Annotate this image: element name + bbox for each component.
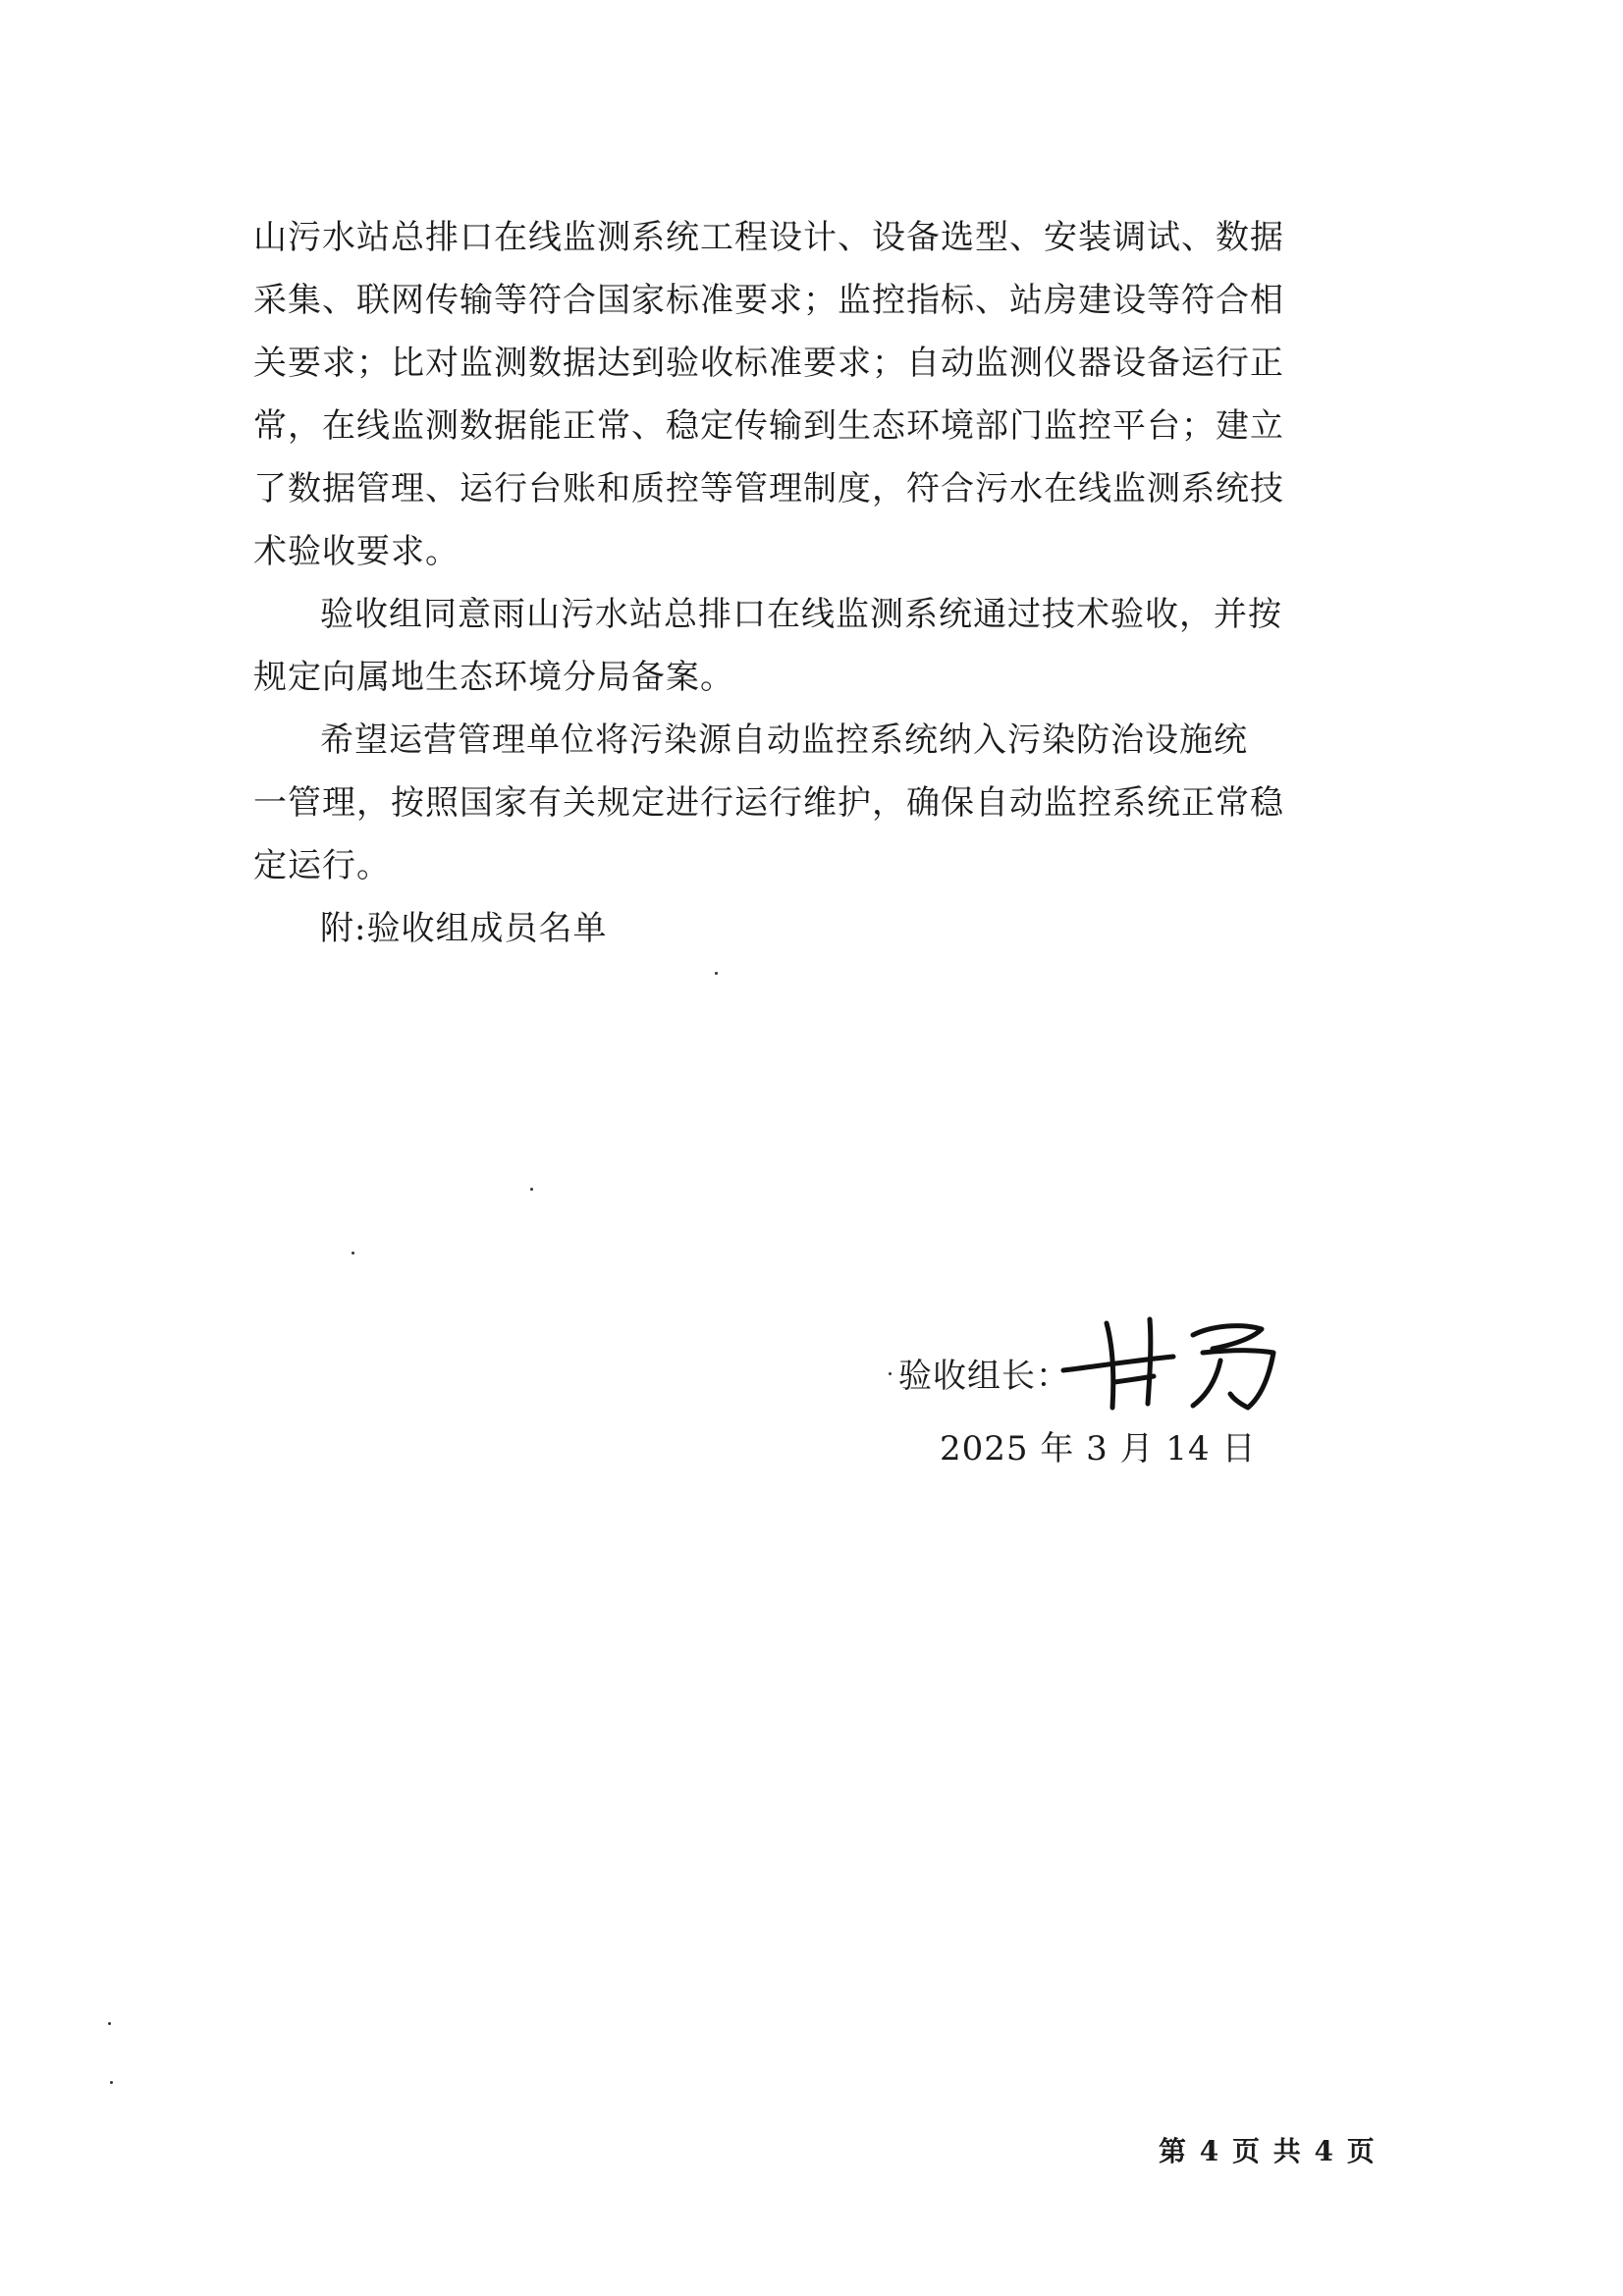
paragraph-approval bbox=[253, 583, 1384, 709]
text-line: 常，在线监测数据能正常、稳定传输到生态环境部门监控平台；建立 bbox=[253, 406, 1284, 446]
scan-speck bbox=[110, 2081, 113, 2084]
scan-speck bbox=[715, 972, 718, 975]
text-line: 希望运营管理单位将污染源自动监控系统纳入污染防治设施统 bbox=[320, 721, 1248, 760]
text-line: 验收组同意雨山污水站总排口在线监测系统通过技术验收，并按 bbox=[320, 595, 1282, 634]
text-line: 规定向属地生态环境分局备案。 bbox=[253, 658, 734, 697]
signature-block bbox=[879, 1306, 1389, 1482]
text-line: 采集、联网传输等符合国家标准要求；监控指标、站房建设等符合相 bbox=[253, 281, 1284, 320]
text-line: 山污水站总排口在线监测系统工程设计、设备选型、安装调试、数据 bbox=[253, 218, 1284, 257]
signature-date: 2025 年 3 月 14 日 bbox=[940, 1429, 1257, 1468]
scan-speck bbox=[530, 1188, 533, 1191]
text-line: 一管理，按照国家有关规定进行运行维护，确保自动监控系统正常稳 bbox=[253, 783, 1284, 823]
text-line: 了数据管理、运行台账和质控等管理制度，符合污水在线监测系统技 bbox=[253, 469, 1284, 508]
paragraph-attachment bbox=[253, 897, 1384, 960]
signer-label: 验收组长： bbox=[898, 1357, 1070, 1396]
paragraph-conclusion bbox=[253, 206, 1384, 583]
text-line: 术验收要求。 bbox=[253, 532, 460, 571]
paragraph-recommendation bbox=[253, 709, 1384, 897]
document-body bbox=[253, 206, 1384, 960]
handwritten-signature bbox=[1055, 1306, 1301, 1414]
scan-speck bbox=[889, 1372, 892, 1375]
page-number: 第 4 页 共 4 页 bbox=[1159, 2135, 1377, 2167]
text-line: 关要求；比对监测数据达到验收标准要求；自动监测仪器设备运行正 bbox=[253, 344, 1284, 383]
attachment-note: 附:验收组成员名单 bbox=[320, 909, 608, 948]
scan-speck bbox=[108, 2022, 111, 2025]
text-line: 定运行。 bbox=[253, 846, 391, 885]
scan-speck bbox=[352, 1252, 354, 1255]
